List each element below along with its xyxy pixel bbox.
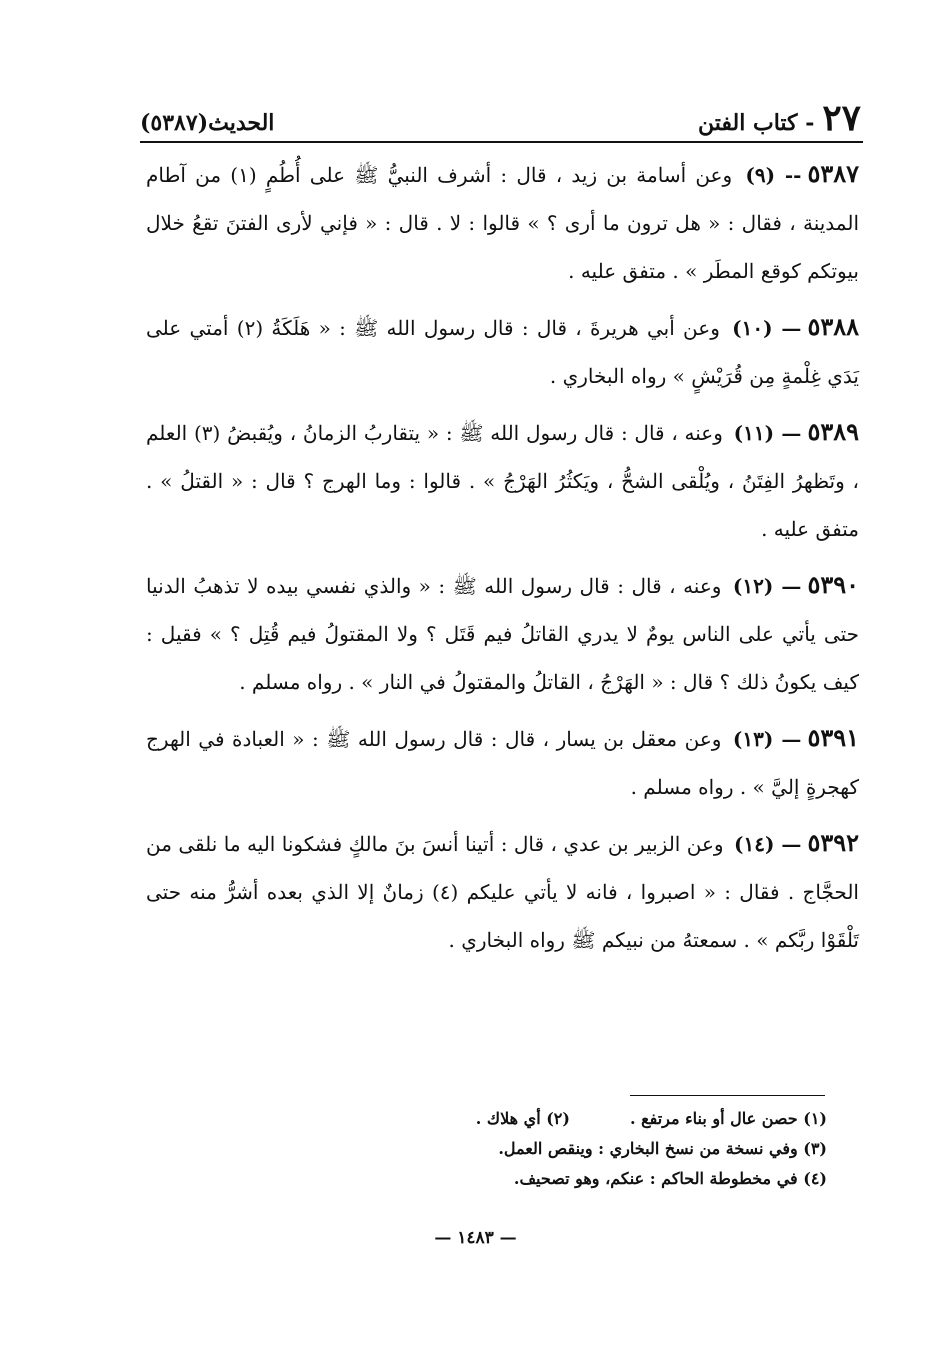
hadith-text: وعن أسامة بن زيد ، قال : أشرف النبيُّ ﷺ على أُطُمٍ (١) من آطام المدينة ، فقال : « هل ترون ما أرى ؟ » قالوا : لا . قال : « فإني لأرى الفتنَ تقعُ خلال بيوتكم كوقع المطَر » . متفق عليه . bbox=[146, 163, 859, 283]
hadith-text: وعنه ، قال : قال رسول الله ﷺ : « والذي نفسي بيده لا تذهبُ الدنيا حتى يأتي على الناس يومٌ لا يدري القاتلُ فيم قَتَل ؟ ولا المقتولُ فيم قُتِل ؟ » فقيل : كيف يكونُ ذلك ؟ قال : « الهَرْجُ ، القاتلُ والمقتولُ في النار » . رواه مسلم . bbox=[146, 574, 859, 694]
hadith-subnumber: — (١١) bbox=[733, 421, 802, 445]
hadith-list bbox=[146, 150, 859, 972]
hadith-number: ٥٣٩١ bbox=[807, 723, 859, 752]
page-number: — ١٤٨٣ — bbox=[434, 1228, 517, 1248]
footnote-row bbox=[347, 1164, 827, 1194]
chapter-title: - كتاب الفتن bbox=[698, 110, 815, 136]
footnote-2: (٢) أي هلاك . bbox=[475, 1109, 570, 1128]
hadith-number: ٥٣٨٩ bbox=[807, 417, 859, 446]
footnote-3: (٣) وفي نسخة من نسخ البخاري : وينقص العمل. bbox=[498, 1139, 827, 1158]
hadith-text: وعن الزبير بن عدي ، قال : أتينا أنسَ بنَ مالكٍ فشكونا اليه ما نلقى من الحجَّاج . فقال : « اصبروا ، فانه لا يأتي عليكم (٤) زمانٌ إلا الذي بعده أشرُّ منه حتى تَلْقَوْا ربَّكم » . سمعتهُ من نبيكم ﷺ رواه البخاري . bbox=[146, 832, 859, 952]
hadith-text: وعن معقل بن يسار ، قال : قال رسول الله ﷺ : « العبادة في الهرج كهجرةٍ إليَّ » . رواه مسلم . bbox=[146, 727, 859, 799]
hadith-text: وعن أبي هريرةَ ، قال : قال رسول الله ﷺ : « هَلَكَةُ (٢) أمتي على يَدَي غِلْمةٍ مِن قُرَيْشٍ » رواه البخاري . bbox=[146, 316, 859, 388]
hadith-number: ٥٣٨٧ bbox=[807, 159, 860, 188]
hadith-subnumber: — (١٠) bbox=[732, 316, 802, 340]
hadith-5387 bbox=[146, 150, 859, 295]
hadith-5391 bbox=[146, 714, 859, 811]
chapter-number: ٢٧ bbox=[822, 97, 861, 139]
hadith-subnumber: — (١٤) bbox=[734, 832, 802, 856]
chapter-heading bbox=[698, 97, 861, 139]
hadith-5392 bbox=[146, 819, 859, 964]
footnote-row bbox=[347, 1104, 827, 1134]
hadith-5389 bbox=[146, 408, 859, 553]
hadith-number: ٥٣٩٠ bbox=[807, 570, 859, 599]
header-divider bbox=[140, 141, 863, 143]
footnote-4: (٤) في مخطوطة الحاكم : عنكم، وهو تصحيف. bbox=[513, 1169, 827, 1188]
hadith-subnumber: -- (٩) bbox=[745, 163, 802, 187]
hadith-5390 bbox=[146, 561, 859, 706]
footnote-1: (١) حصن عال أو بناء مرتفع . bbox=[629, 1109, 827, 1128]
footnote-divider bbox=[630, 1095, 825, 1096]
hadith-text: وعنه ، قال : قال رسول الله ﷺ : « يتقاربُ الزمانُ ، ويُقبضُ (٣) العلم ، وتَظهرُ الفِتَنُ ، ويُلْقى الشحُّ ، ويَكثُرُ الهَرْجُ » . قالوا : وما الهرج ؟ قال : « القتلُ » . متفق عليه . bbox=[146, 421, 859, 541]
hadith-subnumber: — (١٢) bbox=[732, 574, 802, 598]
footnote-row bbox=[347, 1134, 827, 1164]
hadith-subnumber: — (١٣) bbox=[732, 727, 802, 751]
hadith-number: ٥٣٩٢ bbox=[807, 828, 859, 857]
hadith-range-label: الحديث(٥٣٨٧) bbox=[140, 110, 275, 136]
hadith-5388 bbox=[146, 303, 859, 400]
footnotes bbox=[347, 1104, 827, 1194]
hadith-number: ٥٣٨٨ bbox=[807, 312, 859, 341]
page-header bbox=[140, 84, 861, 139]
